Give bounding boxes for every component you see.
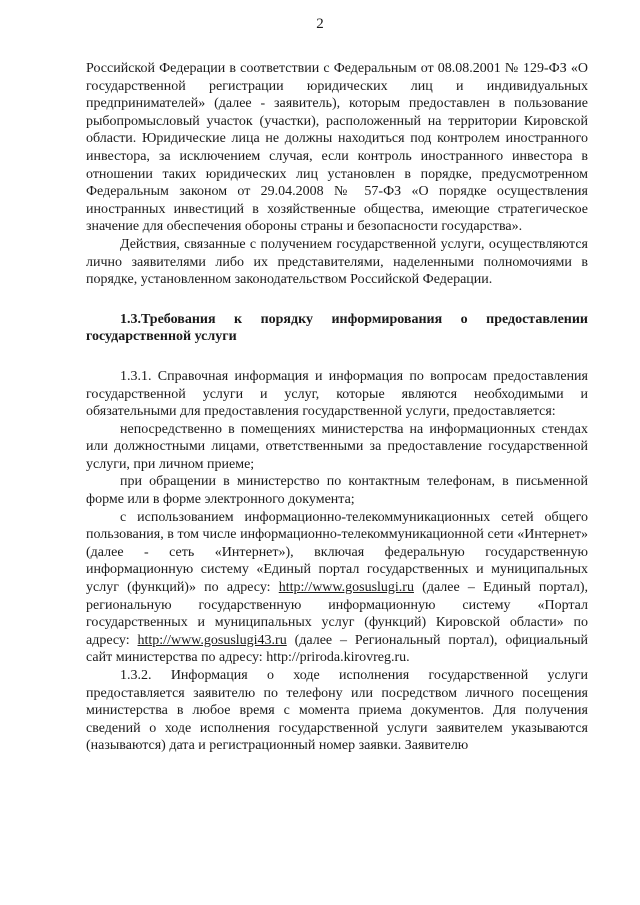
paragraph-phone: при обращении в министерство по контактным телефонам, в письменной форме или в форме электронного документа; [86, 474, 588, 508]
paragraph-actions: Действия, связанные с получением государственной услуги, осуществляются лично заявителями либо их представителями, наделенными полномочиями в порядке, установленном законодательством Российской Федерации. [86, 236, 588, 288]
paragraph-internet-text-c: (далее – Региональный портал), официальный сайт министерства по адресу: http://priroda.kirovreg.ru. [86, 632, 589, 666]
paragraph-internet [86, 509, 588, 667]
paragraph-internet-text-b: (далее – Единый портал), региональную государственную информационную систему «Портал государственных и муниципальных услуг (функций) Кировской области» по адресу: [86, 580, 588, 648]
document-body [86, 60, 588, 755]
gosuslugi-link[interactable]: http://www.gosuslugi.ru [278, 580, 414, 596]
paragraph-internet-text-a: с использованием информационно-телекоммуникационных сетей общего пользования, в том числе информационно-телекоммуникационной сети «Интернет» (далее - сеть «Интернет»), включая федеральную государственную информационную систему «Единый портал государственных и муниципальных услуг (функций)» по адресу: [86, 509, 588, 596]
paragraph-applicants: Российской Федерации в соответствии с Федеральным от 08.08.2001 № 129-ФЗ «О государственной регистрации юридических лиц и индивидуальных предпринимателей» (далее - заявитель), которым предоставлен в пользование рыбопромысловый участок (участки), расположенный на территории Кировской области. Юридические лица не должны находиться под контролем иностранного инвестора, за исключением случая, если контроль иностранного инвестора в отношении таких юридических лиц установлен в порядке, предусмотренном Федеральным законом от 29.04.2008 № 57-ФЗ «О порядке осуществления иностранных инвестиций в хозяйственные общества, имеющие стратегическое значение для обеспечения обороны страны и безопасности государства». [86, 61, 588, 235]
paragraph-1-3-1: 1.3.1. Справочная информация и информация по вопросам предоставления государственной услуги и услуг, которые являются необходимыми и обязательными для предоставления государственной услуги, предоставляется: [86, 368, 588, 420]
gosuslugi43-link[interactable]: http://www.gosuslugi43.ru [137, 632, 287, 648]
paragraph-premises: непосредственно в помещениях министерства на информационных стендах или должностными лицами, ответственными за предоставление государственной услуги, при личном приеме; [86, 421, 588, 472]
section-heading: 1.3.Требования к порядку информирования о предоставлении государственной услуги [86, 311, 588, 345]
paragraph-1-3-2: 1.3.2. Информация о ходе исполнения государственной услуги предоставляется заявителю по телефону или посредством личного посещения министерства в любое время с момента приема документов. Для получения сведений о ходе исполнения государственной услуги заявителем указываются (называются) дата и регистрационный номер заявки. Заявителю [86, 668, 588, 754]
page-number: 2 [316, 16, 324, 32]
